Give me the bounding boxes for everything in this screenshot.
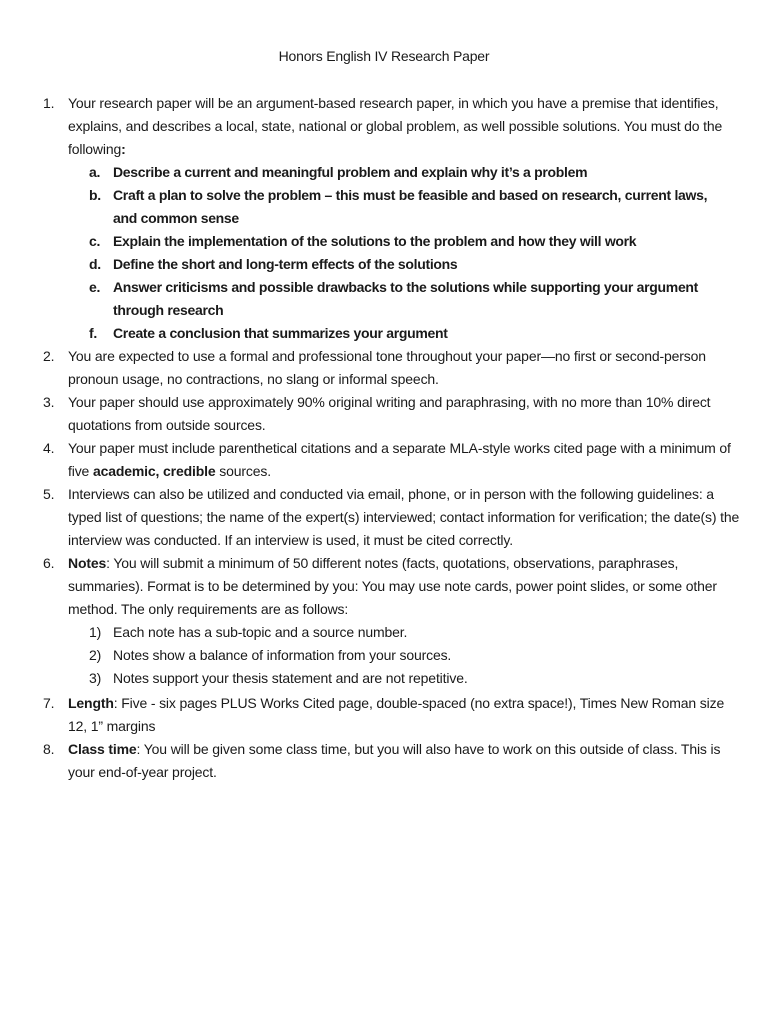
subitem-b (0, 184, 768, 230)
subitem-d (0, 253, 768, 276)
item-text-colon: : (121, 141, 126, 157)
subitem-letter: d. (89, 256, 101, 272)
subitem-c (0, 230, 768, 253)
subitem-text: Define the short and long-term effects of the solutions (113, 256, 458, 272)
requirements-list (0, 92, 768, 784)
subitem-letter: a. (89, 164, 101, 180)
subitem-text: Craft a plan to solve the problem – this must be feasible and based on research, current laws, and common sense (113, 187, 708, 226)
item-bold-text: Notes (68, 555, 107, 571)
item-text: Interviews can also be utilized and conducted via email, phone, or in person with the following guidelines: a typed list of questions; the name of the expert(s) interviewed; contact information for verification; the date(s) the interview was conducted. If an interview is used, it must be cited correctly. (68, 486, 740, 548)
list-item-1 (0, 92, 768, 161)
item-text: : You will submit a minimum of 50 different notes (facts, quotations, observations, paraphrases, summaries). Format is to be determined by you: You may use note cards, power point slides, or some other method. The only requirements are as follows: (68, 555, 717, 617)
subitem-text: Describe a current and meaningful problem and explain why it’s a problem (113, 164, 588, 180)
subitem-letter: f. (89, 325, 97, 341)
item-bold-text: academic, credible (92, 463, 216, 479)
item-number: 1. (43, 95, 55, 111)
item-number: 7. (43, 695, 55, 711)
item-number: 5. (43, 486, 55, 502)
note-requirement-3 (0, 667, 768, 690)
subitem-f (0, 322, 768, 345)
item-bold-text: Class time (68, 741, 137, 757)
note-requirement-text: Each note has a sub-topic and a source number. (113, 624, 408, 640)
item-bold-text: Length (68, 695, 114, 711)
item-text: : Five - six pages PLUS Works Cited page, double-spaced (no extra space!), Times New Roman size 12, 1” margins (68, 695, 725, 734)
item-number: 2. (43, 348, 55, 364)
item-text-end: sources. (215, 463, 271, 479)
subitem-text: Explain the implementation of the solutions to the problem and how they will work (113, 233, 637, 249)
list-item-3 (0, 391, 768, 437)
note-requirement-2 (0, 644, 768, 667)
document-title: Honors English IV Research Paper (278, 48, 490, 64)
item-number: 3. (43, 394, 55, 410)
subitem-e (0, 276, 768, 322)
subitem-text: Answer criticisms and possible drawbacks to the solutions while supporting your argument through research (113, 279, 699, 318)
item-text: : You will be given some class time, but you will also have to work on this outside of class. This is your end-of-year project. (68, 741, 721, 780)
list-item-2 (0, 345, 768, 391)
subitem-letter: c. (89, 233, 101, 249)
item-text: You are expected to use a formal and professional tone throughout your paper—no first or second-person pronoun usage, no contractions, no slang or informal speech. (68, 348, 706, 387)
note-requirement-text: Notes show a balance of information from your sources. (113, 647, 452, 663)
item-text: Your research paper will be an argument-based research paper, in which you have a premise that identifies, explains, and describes a local, state, national or global problem, as well possible solutions. You must do the following (68, 95, 723, 157)
subitem-letter: b. (89, 187, 101, 203)
list-item-4 (0, 437, 768, 483)
item-text: Your paper should use approximately 90% original writing and paraphrasing, with no more than 10% direct quotations from outside sources. (68, 394, 711, 433)
list-item-5 (0, 483, 768, 552)
list-item-8 (0, 738, 768, 784)
item-text: Your paper must include parenthetical citations and a separate MLA-style works cited page with a minimum of five (68, 440, 731, 479)
list-item-7 (0, 692, 768, 738)
subitem-letter: e. (89, 279, 101, 295)
note-requirement-number: 3) (89, 670, 102, 686)
subitem-text: Create a conclusion that summarizes your argument (113, 325, 448, 341)
item-number: 6. (43, 555, 55, 571)
note-requirement-number: 2) (89, 647, 102, 663)
note-requirement-number: 1) (89, 624, 102, 640)
item-number: 8. (43, 741, 55, 757)
list-item-6 (0, 552, 768, 621)
note-requirement-text: Notes support your thesis statement and are not repetitive. (113, 670, 468, 686)
item-number: 4. (43, 440, 55, 456)
subitem-a (0, 161, 768, 184)
note-requirement-1 (0, 621, 768, 644)
